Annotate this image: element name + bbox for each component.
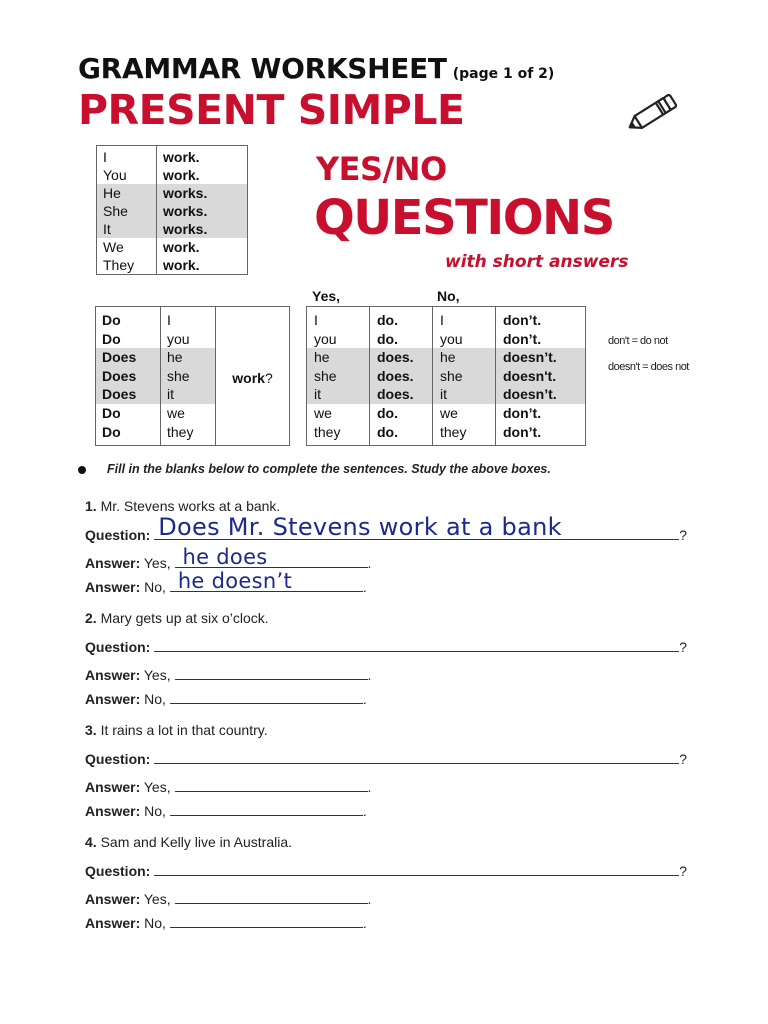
no-pronoun-cell: it [433, 385, 496, 404]
answer-no-line [85, 914, 367, 931]
verb-cell: works. [157, 220, 248, 238]
verb-cell: works. [157, 202, 248, 220]
answer-label: Answer: [85, 667, 141, 683]
aux-cell: Does [96, 348, 161, 367]
contraction-note-doesnt: doesn't = does not [608, 361, 689, 373]
page-note: (page 1 of 2) [452, 66, 555, 82]
conjugation-row [97, 238, 248, 256]
pronoun-cell: It [97, 220, 157, 238]
yes-answer-input[interactable] [175, 890, 368, 904]
pronoun-cell: I [161, 307, 216, 330]
answer-label: Answer: [85, 891, 141, 907]
pronoun-cell: you [161, 330, 216, 349]
aux-cell: Does [96, 385, 161, 404]
no-word: No, [144, 803, 166, 819]
answer-label: Answer: [85, 691, 141, 707]
question-mark: ? [679, 527, 688, 543]
handwritten-yes-answer: he does [182, 545, 268, 569]
yes-aux-cell: do. [370, 307, 433, 330]
question-input[interactable] [154, 638, 679, 652]
period: . [367, 779, 372, 795]
exercise-sentence-text: Mary gets up at six o’clock. [100, 610, 269, 626]
period: . [367, 555, 372, 571]
question-line [85, 638, 687, 655]
yes-pronoun-cell: he [307, 348, 370, 367]
answer-label: Answer: [85, 915, 141, 931]
verb-word: work [232, 369, 265, 386]
aux-cell: Do [96, 307, 161, 330]
pronoun-cell: they [161, 423, 216, 446]
verb-cell: works. [157, 184, 248, 202]
question-label: Question: [85, 527, 151, 543]
answer-label: Answer: [85, 555, 141, 571]
pencil-icon [620, 92, 682, 136]
title-text: GRAMMAR WORKSHEET [78, 52, 447, 85]
conjugation-row [97, 256, 248, 275]
short-answers-heading: with short answers [445, 252, 629, 272]
pronoun-cell: I [97, 146, 157, 167]
verb-cell [216, 307, 290, 446]
answer-row [307, 330, 586, 349]
exercise-number: 4. [85, 834, 97, 850]
yes-pronoun-cell: she [307, 367, 370, 386]
aux-cell: Do [96, 404, 161, 423]
answer-no-line [85, 802, 367, 819]
yes-answer-input[interactable] [175, 545, 368, 569]
answer-yes-line [85, 778, 371, 795]
period: . [362, 579, 367, 595]
period: . [362, 915, 367, 931]
conjugation-row [97, 166, 248, 184]
verb-cell: work. [163, 167, 200, 183]
yes-answer-input[interactable] [175, 778, 368, 792]
question-input[interactable] [154, 750, 679, 764]
exercise-sentence [85, 834, 292, 850]
yes-pronoun-cell: we [307, 404, 370, 423]
no-pronoun-cell: we [433, 404, 496, 423]
answer-yes-line [85, 666, 371, 683]
no-pronoun-cell: they [433, 423, 496, 446]
no-aux-cell: doesn’t. [496, 348, 586, 367]
answer-label: Answer: [85, 803, 141, 819]
question-table [95, 306, 290, 446]
yes-pronoun-cell: I [307, 307, 370, 330]
question-line [85, 513, 688, 543]
yes-aux-cell: do. [370, 330, 433, 349]
conjugation-row [97, 146, 248, 167]
yes-aux-cell: does. [370, 385, 433, 404]
question-input[interactable] [154, 513, 679, 541]
pronoun-cell: it [161, 385, 216, 404]
answer-row [307, 423, 586, 446]
question-label: Question: [85, 863, 151, 879]
answer-no-line [85, 569, 367, 595]
question-mark: ? [679, 751, 688, 767]
question-label: Question: [85, 639, 151, 655]
aux-cell: Do [96, 423, 161, 446]
no-aux-cell: don’t. [503, 330, 542, 347]
yes-pronoun-cell: they [307, 423, 370, 446]
aux-cell: Does [96, 367, 161, 386]
contraction-note-dont: don't = do not [608, 335, 668, 347]
period: . [367, 667, 372, 683]
pronoun-cell: They [97, 256, 157, 275]
yes-aux-cell: do. [370, 423, 433, 446]
exercise-sentence-text: Mr. Stevens works at a bank. [100, 498, 281, 514]
verb-cell: work. [163, 239, 200, 255]
yes-word: Yes, [143, 555, 171, 571]
answer-yes-line [85, 890, 371, 907]
exercise-sentence [85, 498, 280, 514]
answer-label: Answer: [85, 779, 141, 795]
no-aux-cell: doesn't. [496, 367, 586, 386]
conjugation-row [97, 220, 248, 238]
answer-row [307, 307, 586, 330]
no-word: No, [144, 915, 166, 931]
pronoun-cell: We [97, 238, 157, 256]
question-mark: ? [264, 369, 273, 386]
no-pronoun-cell: I [433, 307, 496, 330]
yes-label: Yes, [312, 288, 341, 304]
pronoun-cell: She [97, 202, 157, 220]
yes-pronoun-cell: you [307, 330, 370, 349]
no-aux-cell: don’t. [503, 312, 542, 328]
yes-pronoun-cell: it [307, 385, 370, 404]
pronoun-cell: we [161, 404, 216, 423]
yes-answer-input[interactable] [175, 666, 368, 680]
no-answer-input[interactable] [170, 802, 363, 816]
answer-row [307, 367, 586, 386]
exercise-sentence-text: It rains a lot in that country. [100, 722, 268, 738]
question-input[interactable] [154, 862, 679, 876]
yesno-heading: YES/NO [316, 150, 447, 188]
answer-row [307, 385, 586, 404]
period: . [367, 891, 372, 907]
no-pronoun-cell: she [433, 367, 496, 386]
no-answer-input[interactable] [170, 569, 363, 593]
yes-aux-cell: do. [370, 404, 433, 423]
pronoun-cell: You [97, 166, 157, 184]
instruction-text: Fill in the blanks below to complete the sentences. Study the above boxes. [107, 462, 551, 476]
exercise-sentence [85, 722, 268, 738]
pronoun-cell: she [161, 367, 216, 386]
pronoun-cell: He [97, 184, 157, 202]
no-pronoun-cell: he [433, 348, 496, 367]
yes-word: Yes, [143, 891, 171, 907]
yes-aux-cell: does. [370, 348, 433, 367]
question-label: Question: [85, 751, 151, 767]
yes-aux-cell: does. [370, 367, 433, 386]
questions-heading: QUESTIONS [314, 190, 614, 246]
no-answer-input[interactable] [170, 690, 363, 704]
conjugation-table [96, 145, 248, 275]
no-word: No, [144, 691, 166, 707]
handwritten-no-answer: he doesn’t [177, 569, 292, 593]
no-aux-cell: don’t. [503, 423, 542, 440]
pronoun-cell: he [161, 348, 216, 367]
answer-label: Answer: [85, 579, 141, 595]
conjugation-row [97, 202, 248, 220]
question-mark: ? [679, 863, 688, 879]
verb-cell: work. [163, 149, 200, 165]
period: . [362, 803, 367, 819]
yes-word: Yes, [143, 779, 171, 795]
short-answers-table [306, 306, 586, 446]
no-aux-cell: don’t. [503, 404, 542, 421]
aux-cell: Do [96, 330, 161, 349]
handwritten-question: Does Mr. Stevens work at a bank [158, 513, 562, 541]
worksheet-title [78, 52, 554, 85]
answer-row [307, 348, 586, 367]
exercise-sentence [85, 610, 269, 626]
period: . [362, 691, 367, 707]
question-mark: ? [679, 639, 688, 655]
conjugation-row [97, 184, 248, 202]
exercise-number: 3. [85, 722, 97, 738]
question-line [85, 862, 687, 879]
no-label: No, [437, 288, 460, 304]
yes-word: Yes, [143, 667, 171, 683]
no-pronoun-cell: you [433, 330, 496, 349]
no-answer-input[interactable] [170, 914, 363, 928]
worksheet-subtitle: PRESENT SIMPLE [78, 86, 465, 134]
answer-no-line [85, 690, 367, 707]
exercise-sentence-text: Sam and Kelly live in Australia. [100, 834, 293, 850]
question-line [85, 750, 687, 767]
answer-row [307, 404, 586, 423]
exercise-number: 1. [85, 498, 97, 514]
no-word: No, [144, 579, 166, 595]
exercise-number: 2. [85, 610, 97, 626]
bullet-icon [78, 466, 86, 474]
no-aux-cell: doesn’t. [496, 385, 586, 404]
question-row [96, 307, 290, 330]
verb-cell: work. [163, 257, 200, 273]
